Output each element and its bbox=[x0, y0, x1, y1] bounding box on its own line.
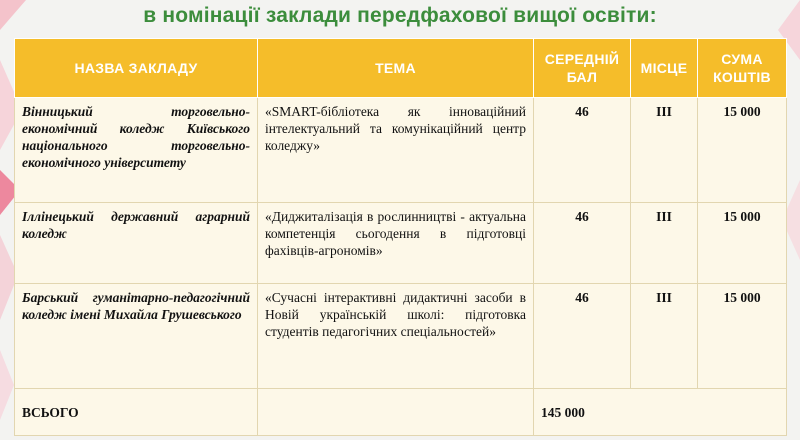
total-label: ВСЬОГО bbox=[15, 389, 258, 436]
average-score: 46 bbox=[534, 284, 631, 389]
project-topic: «Сучасні інтерактивні дидактичні засоби в Новій українській школі: підготовка студентів педагогічних спеціальностей» bbox=[258, 284, 534, 389]
place: ІІІ bbox=[631, 284, 698, 389]
funding-sum: 15 000 bbox=[698, 203, 787, 284]
institution-name: Барський гуманітарно-педагогічний коледж імені Михайла Грушевського bbox=[15, 284, 258, 389]
page-title: в номінації заклади передфахової вищої освіти: bbox=[143, 4, 657, 27]
column-header-score: СЕРЕДНІЙ БАЛ bbox=[534, 39, 631, 98]
institution-name: Іллінецький державний аграрний коледж bbox=[15, 203, 258, 284]
institution-name: Вінницький торговельно-економічний коледж Київського національного торговельно-економічного університету bbox=[15, 98, 258, 203]
project-topic: «SMART-бібліотека як інноваційний інтелектуальний та комунікаційний центр коледжу» bbox=[258, 98, 534, 203]
average-score: 46 bbox=[534, 203, 631, 284]
table-row bbox=[15, 98, 787, 203]
total-row bbox=[15, 389, 787, 436]
column-header-name: НАЗВА ЗАКЛАДУ bbox=[15, 39, 258, 98]
table-row bbox=[15, 203, 787, 284]
funding-sum: 15 000 bbox=[698, 98, 787, 203]
place: ІІІ bbox=[631, 203, 698, 284]
column-header-place: МІСЦЕ bbox=[631, 39, 698, 98]
funding-sum: 15 000 bbox=[698, 284, 787, 389]
column-header-sum: СУМА КОШТІВ bbox=[698, 39, 787, 98]
results-table bbox=[14, 38, 787, 436]
total-empty-cell bbox=[258, 389, 534, 436]
place: ІІІ bbox=[631, 98, 698, 203]
column-header-topic: ТЕМА bbox=[258, 39, 534, 98]
project-topic: «Диджиталізація в рослинництві - актуальна компетенція сьогодення в підготовці фахівців-агрономів» bbox=[258, 203, 534, 284]
average-score: 46 bbox=[534, 98, 631, 203]
table-header-row bbox=[15, 39, 787, 98]
table-row bbox=[15, 284, 787, 389]
total-value: 145 000 bbox=[534, 389, 787, 436]
